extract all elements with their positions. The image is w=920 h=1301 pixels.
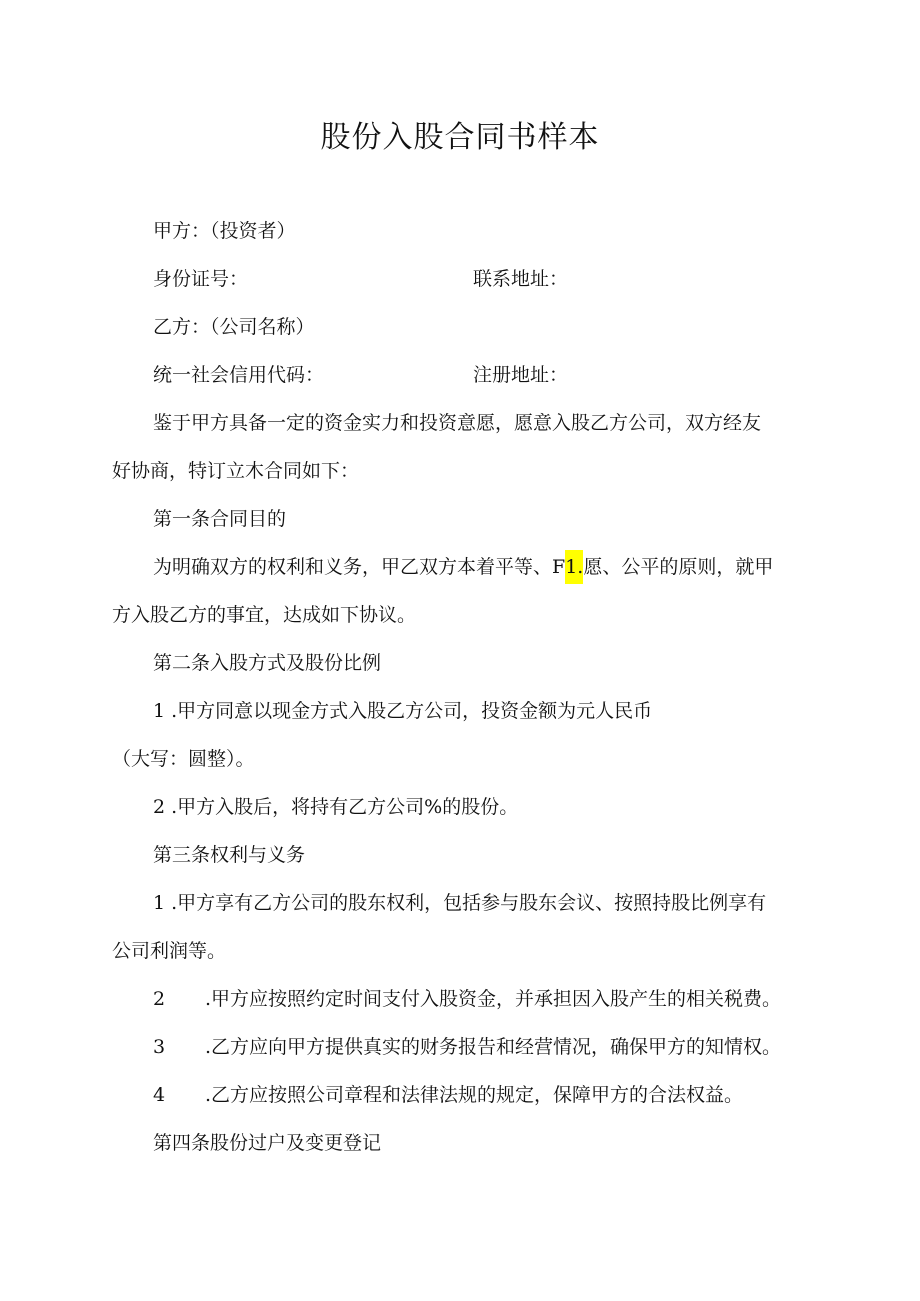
article-3-item-2-text: .甲方应按照约定时间支付入股资金，并承担因入股产生的相关税费。 <box>205 988 782 1010</box>
article-1-line-1-pre: 为明确双方的权利和义务，甲乙双方本着平等、F <box>153 556 566 578</box>
article-2-item-1-line-1: 1 .甲方同意以现金方式入股乙方公司，投资金额为元人民币 <box>153 700 653 722</box>
article-2-item-2: 2 .甲方入股后，将持有乙方公司%的股份。 <box>153 796 519 818</box>
party-a-label: 甲方：（投资者） <box>153 220 296 242</box>
party-b-label: 乙方：（公司名称） <box>153 316 315 338</box>
article-1-line-1-post: 愿、公平的原则，就甲 <box>583 556 774 578</box>
id-number-label: 身份证号： <box>153 268 249 290</box>
article-3-item-2-number: 2 <box>153 988 166 1010</box>
article-1-line-1 <box>153 553 773 581</box>
article-2-heading: 第二条入股方式及股份比例 <box>153 652 382 674</box>
credit-code-label: 统一社会信用代码： <box>153 364 325 386</box>
article-4-heading: 第四条股份过户及变更登记 <box>153 1132 382 1154</box>
intro-line-2: 好协商，特订立木合同如下： <box>112 460 360 482</box>
article-3-item-4-text: .乙方应按照公司章程和法律法规的规定，保障甲方的合法权益。 <box>205 1084 744 1106</box>
article-3-item-3-text: .乙方应向甲方提供真实的财务报告和经营情况，确保甲方的知情权。 <box>205 1036 782 1058</box>
registered-address-label: 注册地址： <box>473 364 569 386</box>
article-3-item-1-line-2: 公司利润等。 <box>112 940 227 962</box>
article-1-heading: 第一条合同目的 <box>153 508 287 530</box>
article-1-line-2: 方入股乙方的事宜，达成如下协议。 <box>112 604 417 626</box>
article-3-heading: 第三条权利与义务 <box>153 844 306 866</box>
article-3-item-4-number: 4 <box>153 1084 166 1106</box>
contact-address-label: 联系地址： <box>473 268 569 290</box>
highlighted-text: 1. <box>565 550 583 584</box>
document-title: 股份入股合同书样本 <box>320 120 600 155</box>
article-2-item-1-line-2: （大写：圆整）。 <box>112 748 255 770</box>
intro-line-1: 鉴于甲方具备一定的资金实力和投资意愿，愿意入股乙方公司，双方经友 <box>153 412 762 434</box>
article-3-item-1-line-1: 1 .甲方享有乙方公司的股东权利，包括参与股东会议、按照持股比例享有 <box>153 892 767 914</box>
article-3-item-3-number: 3 <box>153 1036 166 1058</box>
